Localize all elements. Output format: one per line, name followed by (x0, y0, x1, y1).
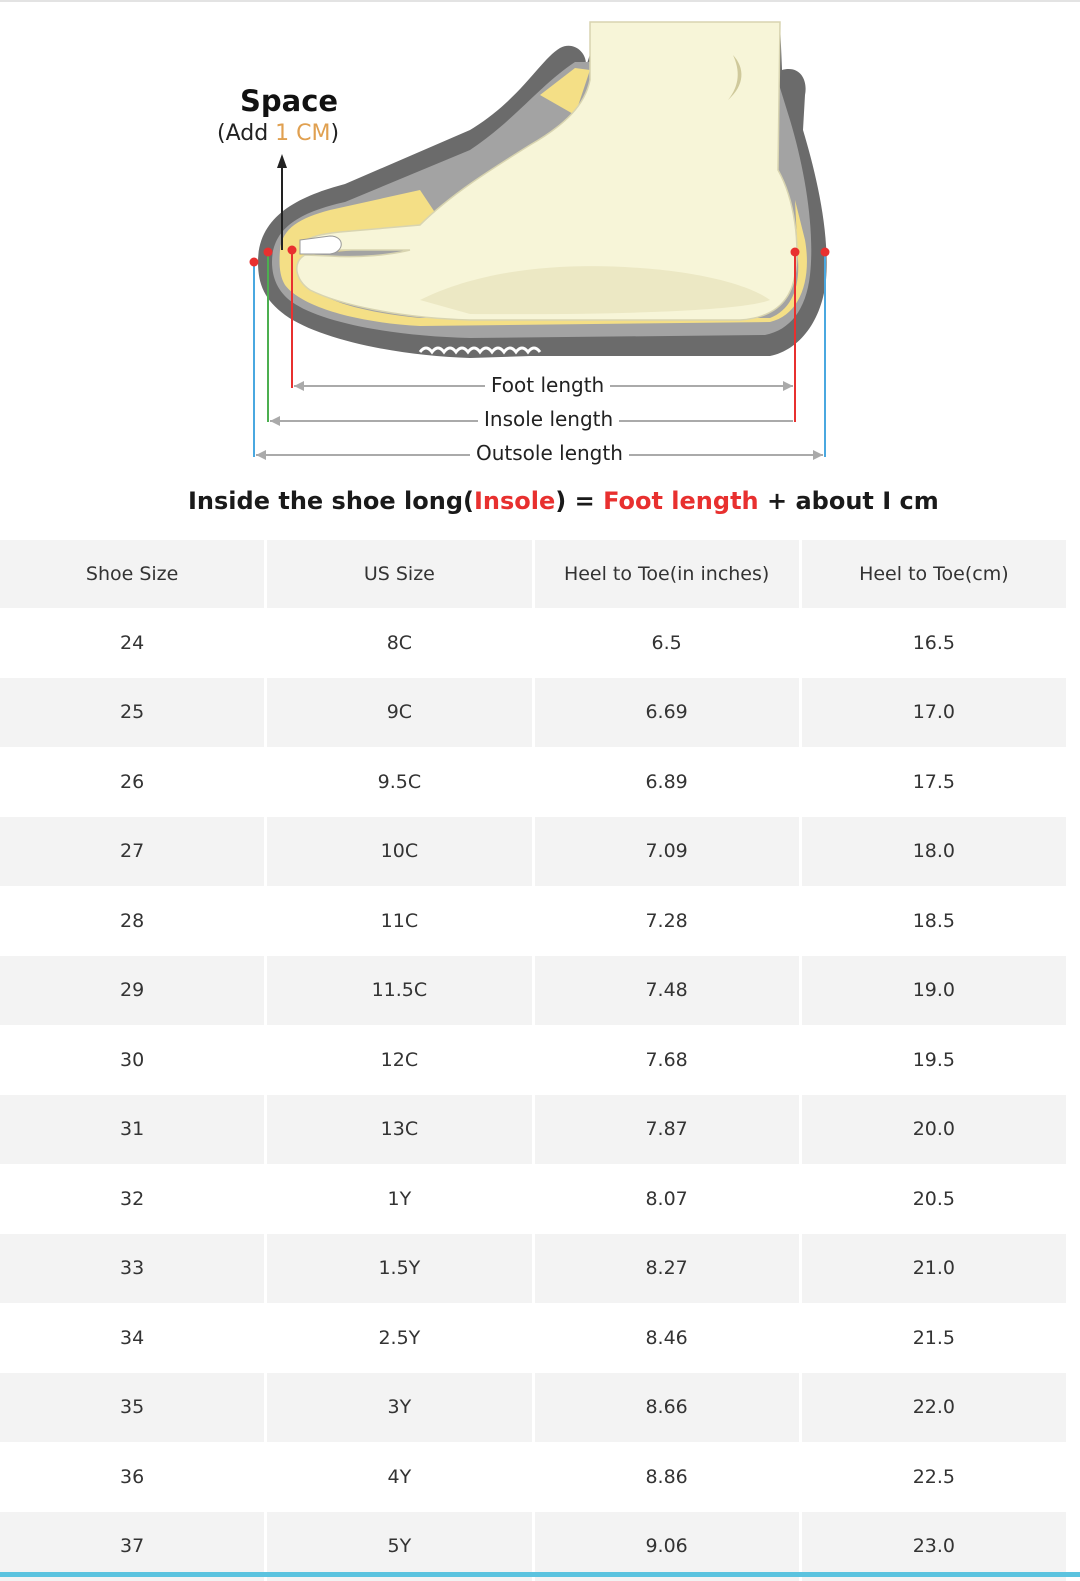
space-title: Space (240, 84, 338, 118)
foot-right-dot (791, 248, 800, 257)
table-row (0, 1234, 1066, 1304)
cell-shoe-size: 37 (0, 1512, 264, 1581)
cell-shoe-size: 30 (0, 1025, 264, 1095)
cell-inches: 7.09 (535, 817, 799, 887)
cell-cm: 19.5 (802, 1025, 1066, 1095)
cell-shoe-size: 24 (0, 608, 264, 678)
space-sub-value: 1 CM (275, 121, 330, 146)
cell-cm: 18.5 (802, 886, 1066, 956)
outsole-left-dot (250, 258, 259, 267)
foot-length-arrow-left (294, 381, 304, 391)
cell-us-size: 9.5C (267, 747, 531, 817)
table-row (0, 956, 1066, 1026)
cell-us-size: 12C (267, 1025, 531, 1095)
cell-us-size: 2.5Y (267, 1303, 531, 1373)
formula-part4: cm (891, 487, 939, 515)
header-heel-toe-inches: Heel to Toe(in inches) (535, 540, 799, 608)
cell-cm: 22.0 (802, 1373, 1066, 1443)
foot-left-dot (288, 246, 297, 255)
foot-length-label: Foot length (485, 373, 610, 397)
cell-us-size: 8C (267, 608, 531, 678)
table-row (0, 747, 1066, 817)
cell-inches: 8.27 (535, 1234, 799, 1304)
header-heel-toe-cm: Heel to Toe(cm) (802, 540, 1066, 608)
formula-part1: Inside the shoe long( (188, 487, 474, 515)
cell-inches: 6.69 (535, 678, 799, 748)
cell-inches: 8.86 (535, 1442, 799, 1512)
cell-inches: 8.46 (535, 1303, 799, 1373)
cell-us-size: 3Y (267, 1373, 531, 1443)
formula-part2: ) = (555, 487, 603, 515)
cell-inches: 7.48 (535, 956, 799, 1026)
cell-inches: 6.5 (535, 608, 799, 678)
table-row (0, 1442, 1066, 1512)
space-arrow-head (277, 154, 287, 168)
cell-shoe-size: 31 (0, 1095, 264, 1165)
cell-cm: 16.5 (802, 608, 1066, 678)
formula-insole: Insole (474, 487, 555, 515)
table-row (0, 1303, 1066, 1373)
formula-foot: Foot length (603, 487, 759, 515)
cell-us-size: 1Y (267, 1164, 531, 1234)
cell-inches: 6.89 (535, 747, 799, 817)
cell-shoe-size: 36 (0, 1442, 264, 1512)
space-subtitle (217, 121, 339, 146)
table-row (0, 1095, 1066, 1165)
insole-length-arrow-left (270, 416, 280, 426)
cell-cm: 19.0 (802, 956, 1066, 1026)
outsole-right-dot (821, 248, 830, 257)
insole-formula (188, 487, 939, 515)
header-us-size: US Size (267, 540, 531, 608)
cell-inches: 8.66 (535, 1373, 799, 1443)
cell-shoe-size: 29 (0, 956, 264, 1026)
cell-shoe-size: 33 (0, 1234, 264, 1304)
insole-left-dot (264, 248, 273, 257)
cell-cm: 21.0 (802, 1234, 1066, 1304)
toe-gap (300, 236, 341, 254)
outsole-length-arrow-right (813, 450, 823, 460)
foot-measurement-diagram (0, 0, 1080, 540)
cell-inches: 7.68 (535, 1025, 799, 1095)
outsole-length-label: Outsole length (470, 441, 629, 465)
table-row (0, 1025, 1066, 1095)
cell-inches: 9.06 (535, 1512, 799, 1581)
cell-inches: 7.87 (535, 1095, 799, 1165)
cell-us-size: 10C (267, 817, 531, 887)
outsole-length-arrow-left (256, 450, 266, 460)
formula-bar: I (882, 487, 891, 515)
cell-us-size: 9C (267, 678, 531, 748)
space-sub-suffix: ) (331, 121, 340, 146)
cell-us-size: 11C (267, 886, 531, 956)
insole-length-label: Insole length (478, 407, 619, 431)
cell-inches: 7.28 (535, 886, 799, 956)
cell-cm: 21.5 (802, 1303, 1066, 1373)
cell-cm: 23.0 (802, 1512, 1066, 1581)
table-row (0, 817, 1066, 887)
foot-length-arrow-right (783, 381, 793, 391)
cell-us-size: 4Y (267, 1442, 531, 1512)
cell-shoe-size: 28 (0, 886, 264, 956)
header-shoe-size: Shoe Size (0, 540, 264, 608)
cell-shoe-size: 34 (0, 1303, 264, 1373)
cell-us-size: 13C (267, 1095, 531, 1165)
table-row (0, 886, 1066, 956)
cell-cm: 20.0 (802, 1095, 1066, 1165)
cell-us-size: 5Y (267, 1512, 531, 1581)
space-sub-prefix: (Add (217, 121, 275, 146)
table-row (0, 1373, 1066, 1443)
cell-us-size: 11.5C (267, 956, 531, 1026)
cell-cm: 20.5 (802, 1164, 1066, 1234)
bottom-accent-bar (0, 1572, 1080, 1577)
cell-cm: 17.5 (802, 747, 1066, 817)
cell-us-size: 1.5Y (267, 1234, 531, 1304)
table-header-row (0, 540, 1066, 608)
table-body (0, 608, 1066, 1581)
table-row (0, 1164, 1066, 1234)
cell-inches: 8.07 (535, 1164, 799, 1234)
formula-part3: + about (759, 487, 883, 515)
table-row (0, 678, 1066, 748)
cell-shoe-size: 26 (0, 747, 264, 817)
cell-cm: 17.0 (802, 678, 1066, 748)
size-chart-table (0, 540, 1069, 1581)
cell-cm: 18.0 (802, 817, 1066, 887)
table-row (0, 1512, 1066, 1581)
cell-shoe-size: 35 (0, 1373, 264, 1443)
cell-shoe-size: 27 (0, 817, 264, 887)
cell-shoe-size: 25 (0, 678, 264, 748)
table-row (0, 608, 1066, 678)
cell-shoe-size: 32 (0, 1164, 264, 1234)
cell-cm: 22.5 (802, 1442, 1066, 1512)
